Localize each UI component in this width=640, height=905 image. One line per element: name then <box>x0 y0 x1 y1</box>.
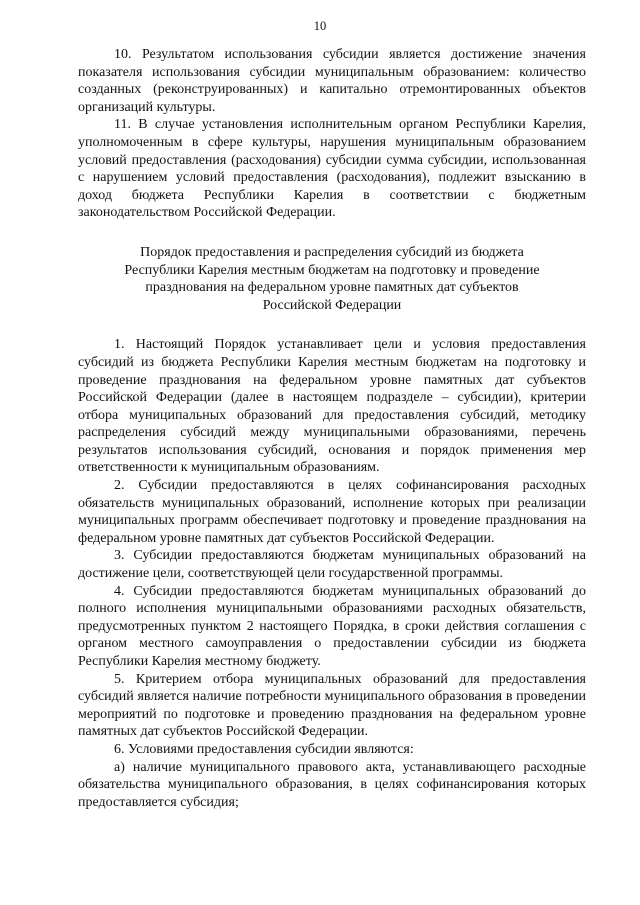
paragraph-6a-legal-act: а) наличие муниципального правового акта, устанавливающего расходные обязательства муниципального образования, в целях софинансирования которых предоставляется субсидия; <box>78 759 586 810</box>
paragraph-1-scope: 1. Настоящий Порядок устанавливает цели и условия предоставления субсидий из бюджета Республики Карелия местным бюджетам на подготовку и проведение празднования на федеральном уровне памятных дат субъектов Российской Федерации (далее в настоящем подразделе – субсидии), критерии отбора муниципальных образований для предоставления субсидий, методику распределения субсидий между муниципальными образованиями, перечень результатов использования субсидий, основания и порядок применения мер ответственности к муниципальным образованиям. <box>78 337 586 476</box>
paragraph-3-goal: 3. Субсидии предоставляются бюджетам муниципальных образований на достижение цели, соответствующей цели государственной программы. <box>78 548 586 582</box>
section-title-line: Порядок предоставления и распределения субсидий из бюджета <box>140 244 524 260</box>
paragraph-4-term: 4. Субсидии предоставляются бюджетам муниципальных образований до полного исполнения муниципальными образованиями расходных обязательств, предусмотренных пунктом 2 настоящего Порядка, в сроки действия соглашения с органом местного самоуправления о предоставлении субсидии из бюджета Республики Карелия местному бюджету. <box>78 583 586 669</box>
paragraph-11-violation: 11. В случае установления исполнительным органом Республики Карелия, уполномоченным в сфере культуры, нарушения муниципальным образованием условий предоставления (расходования) субсидии сумма субсидии, использованная с нарушением условий предоставления (расходования), подлежит взысканию в доход бюджета Республики Карелия в соответствии с бюджетным законодательством Российской Федерации. <box>78 117 586 221</box>
section-title-line: Республики Карелия местным бюджетам на подготовку и проведение <box>124 262 540 278</box>
paragraph-6-conditions: 6. Условиями предоставления субсидии являются: <box>114 741 414 757</box>
paragraph-5-criterion: 5. Критерием отбора муниципальных образований для предоставления субсидий является наличие потребности муниципального образования в проведении мероприятий по подготовке и проведению празднования на федеральном уровне памятных дат субъектов Российской Федерации. <box>78 671 586 740</box>
page-number: 10 <box>313 19 327 33</box>
section-title-line: празднования на федеральном уровне памятных дат субъектов <box>145 280 519 296</box>
paragraph-10-result: 10. Результатом использования субсидии является достижение значения показателя использования субсидии муниципальным образованием: количество созданных (реконструированных) и капитально отремонтированных объектов организаций культуры. <box>78 47 586 115</box>
document-body <box>78 46 586 811</box>
paragraph-2-purpose: 2. Субсидии предоставляются в целях софинансирования расходных обязательств муниципальных образований, исполнение которых при реализации муниципальных программ обеспечивает подготовку и проведение празднования на федеральном уровне памятных дат субъектов Российской Федерации. <box>78 478 586 546</box>
section-title-line: Российской Федерации <box>262 297 402 313</box>
section-title <box>78 244 586 314</box>
